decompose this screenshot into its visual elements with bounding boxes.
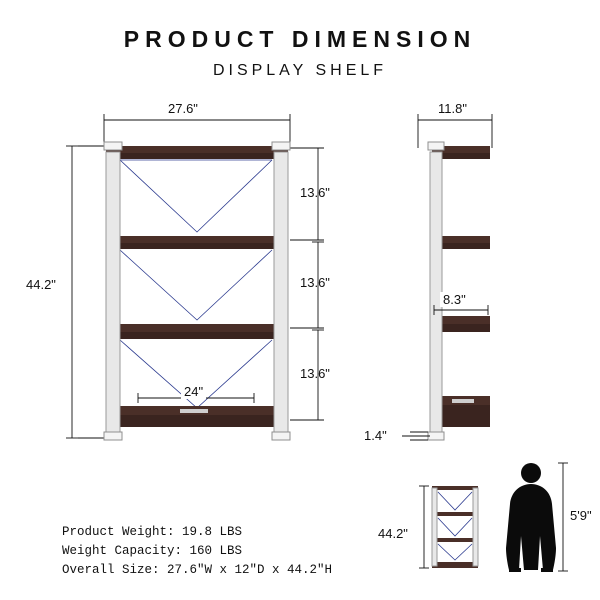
person-height-label: 5'9"	[570, 508, 592, 523]
front-width-dimension	[104, 114, 290, 148]
spec-overall-size: Overall Size: 27.6"W x 12"D x 44.2"H	[62, 563, 333, 577]
side-bottom-clearance-dimension	[402, 432, 430, 440]
spec-weight-capacity: Weight Capacity: 160 LBS	[62, 544, 243, 558]
spec-product-weight: Product Weight: 19.8 LBS	[62, 525, 243, 539]
front-gap-3-label: 13.6"	[300, 366, 330, 381]
page-title: PRODUCT DIMENSION	[123, 26, 477, 52]
side-inner-depth-label: 8.3"	[440, 292, 469, 307]
page-subtitle: DISPLAY SHELF	[212, 62, 388, 79]
front-inner-width-label: 24"	[181, 384, 206, 399]
person-silhouette	[506, 463, 556, 572]
side-depth-label: 11.8"	[438, 101, 467, 116]
front-bracing-lines	[120, 160, 272, 408]
side-bottom-clearance-label: 1.4"	[364, 428, 387, 443]
front-height-dimension	[66, 146, 104, 438]
person-height-dimension	[558, 463, 568, 571]
front-height-label: 44.2"	[26, 277, 56, 292]
front-gap-2-label: 13.6"	[300, 275, 330, 290]
front-gap-1-label: 13.6"	[300, 185, 330, 200]
scale-comparison-shelf	[419, 486, 478, 568]
scale-shelf-height-label: 44.2"	[378, 526, 408, 541]
front-width-label: 27.6"	[168, 101, 198, 116]
side-posts	[428, 142, 444, 440]
